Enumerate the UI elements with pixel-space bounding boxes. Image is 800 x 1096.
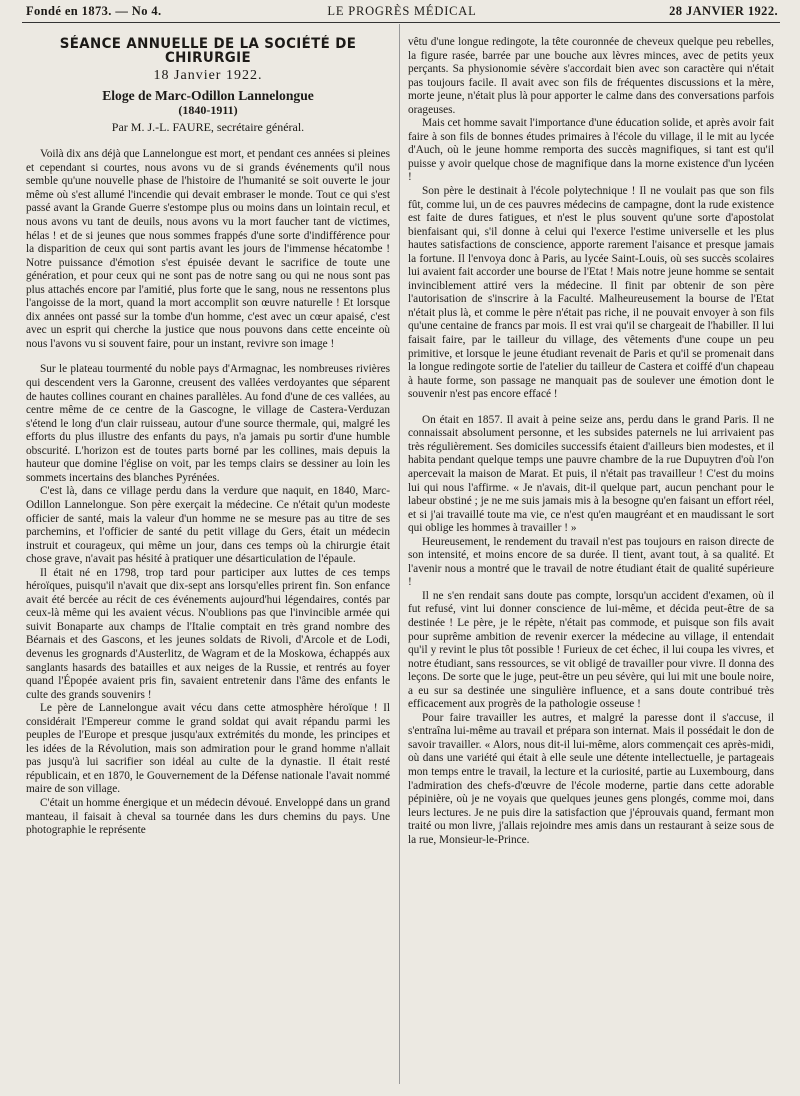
header-rule — [22, 22, 780, 23]
paragraph: On était en 1857. Il avait à peine seize ans, perdu dans le grand Paris. Il ne connaissait absolument personne, et les subsides paternels ne lui arrivaient pas très régulièrement. Ses domiciles successifs étaient d'ailleurs bien modestes, et il habita pendant quelque temps une pauvre chambre de la rue Dupuytren d'où l'on apercevait la maison de Marat. Et puis, il n'était pas travailleur ! C'est du moins lui qui nous l'affirme. « Je n'avais, dit-il quelque part, aucun penchant pour le labeur obstiné ; je ne me suis jamais mis à la besogne qu'en faisant un effort réel, et si j'ai travaillé toute ma vie, ce n'est qu'en maugréant et en maudissant le sort qui oblige les hommes à travailler ! » — [408, 413, 774, 535]
paragraph: vêtu d'une longue redingote, la tête couronnée de cheveux quelque peu rebelles, la figure rasée, barrée par une bouche aux lèvres minces, avec de petits yeux perçants. Sa physionomie sévère s'accordait bien avec son caractère qui n'était pas toujours facile. Il avait avec son fils de fréquentes discussions et la mère, morte jeune, n'était plus là pour apporter le calme dans des conversations parfois orageuses. — [408, 36, 774, 116]
paragraph: Il était né en 1798, trop tard pour participer aux luttes de ces temps héroïques, puisqu'il n'avait que dix-sept ans lorsqu'elles prirent fin. Son enfance avait été bercée au récit de ces événements aujourd'hui légendaires, contés par ceux-là même qui les avaient vécus. N'oublions pas que l'invincible armée qui suivit Bonaparte aux champs de l'Italie comptait en très grand nombre des Béarnais et des Gascons, et les jeunes soldats de Rivoli, d'Arcole et de Lodi, devenus les grognards d'Austerlitz, de Wagram et de la Moskowa, échappés aux sanglants hasards des batailles et aux neiges de la Russie, et rentrés au foyer quand l'Épopée avaient pris fin, savaient entretenir dans l'âme des enfants le culte des grands souvenirs ! — [26, 566, 390, 701]
paragraph: Mais cet homme savait l'importance d'une éducation solide, et après avoir fait faire à son fils de bonnes études primaires à l'école du village, il le mit au lycée d'Auch, où le jeune homme remporta des succès magnifiques, si tant est qu'il puisse y avoir quelque chose de magnifique dans la morne existence d'un lycéen ! — [408, 117, 774, 184]
session-date: 18 Janvier 1922. — [153, 68, 263, 84]
life-years: (1840-1911) — [178, 103, 238, 118]
byline: Par M. J.-L. FAURE, secrétaire général. — [111, 119, 305, 134]
paragraph: Le père de Lannelongue avait vécu dans cette atmosphère héroïque ! Il considérait l'Empereur comme le grand soldat qui avait répandu parmi les peuples de l'Europe et presque jusqu'aux extrémités du monde, les principes et les idées de la Révolution, mais son admiration pour le grand homme n'allait pas jusqu'à lui sacrifier son idéal au culte de la dynastie. Il était resté républicain, et en 1870, le Gouvernement de la Défense nationale l'avait nommé maire de son village. — [26, 702, 390, 796]
paragraph: C'était un homme énergique et un médecin dévoué. Enveloppé dans un grand manteau, il faisait à cheval sa tournée dans les durs chemins du pays. Une photographie le représente — [26, 796, 390, 837]
paragraph: Heureusement, le rendement du travail n'est pas toujours en raison directe de son intensité, et moins encore de sa durée. Il tient, avant tout, à sa qualité. Et l'avenir nous a montré que le travail de notre étudiant était de qualité supérieure ! — [408, 535, 774, 589]
article-title: SÉANCE ANNUELLE DE LA SOCIÉTÉ DE CHIRURGIE — [59, 36, 357, 66]
founding-info: Fondé en 1873. — No 4. — [26, 4, 162, 18]
column-divider — [399, 24, 400, 1084]
paragraph: Il ne s'en rendait sans doute pas compte, lorsqu'un accident d'examen, où il fut refusé, vint lui donner conscience de lui-même, et décida peut-être de sa destinée ! Le père, je le répète, n'était pas commode, et puisque son fils avait pour suprême ambition de revenir exercer la médecine au village, il entendait qu'il y revint le plus tôt possible ! Furieux de cet échec, il lui coupa les vivres, et notre étudiant, sans ressources, se vit obligé de travailler pour vivre. Il donna des leçons. De sorte que le juge, peut-être un peu sévère, qui lui mit une boule noire, a eu sur sa destinée une singulière influence, et a sans doute contribué très efficacement aux progrès de la pathologie osseuse ! — [408, 589, 774, 711]
issue-date: 28 JANVIER 1922. — [669, 4, 778, 18]
paragraph: C'est là, dans ce village perdu dans la verdure que naquit, en 1840, Marc-Odillon Lannelongue. Son père exerçait la médecine. Ce n'était qu'un modeste officier de santé, mais la valeur d'un homme ne se mesure pas au titre de ses parchemins, et l'officier de santé du petit village du Gers, était un médecin instruit et courageux, qui même un jour, dans ces temps où la chirurgie était chose grave, n'avait pas hésité à pratiquer une désarticulation de l'épaule. — [26, 485, 390, 566]
column-right — [408, 36, 774, 1096]
article-subtitle: Eloge de Marc-Odillon Lannelongue — [102, 87, 314, 103]
paragraph: Voilà dix ans déjà que Lannelongue est mort, et pendant ces années si pleines et cependant si courtes, nous avons vu de si grands événements qu'il nous semble qu'une nouvelle phase de l'histoire de l'humanité se soit ouverte le jour même où s'est allumé l'incendie qui devait embraser le monde. Tout ce qui s'est passé avant la Grande Guerre s'estompe plus ou moins dans un lointain recul, et nous avons vu tant de deuils, nous avons vu la mort faucher tant de victimes, hélas ! et de si jeunes que nous sommes frappés d'une sorte d'indifférence pour la disparition de ceux qui sont partis avant les jours de l'immense hécatombe ! Notre puissance d'émotion s'est épuisée devant le sacrifice de toute une génération, et pour ceux qui ne sont pas de notre sang ou qui ne nous sont pas plus attachés encore par l'amitié, plus forte que le sang, nous ne ressentons plus l'angoisse de la mort, quand la mort accomplit son œuvre naturelle ! Et lorsque dix années ont passé sur la tombe d'un homme, c'est avec un cœur apaisé, c'est avec un esprit qui cherche la justice que nous pouvons dans cette enceinte où nous l'avons vu si souvent faire, pour un instant, revivre son image ! — [26, 148, 390, 350]
paragraph: Sur le plateau tourmenté du noble pays d'Armagnac, les nombreuses rivières qui descendent vers la Garonne, creusent des vallées verdoyantes que séparent de hautes collines courant en chaines parallèles. Au fond d'une de ces vallées, au centre même de ce centre de la Gascogne, le village de Castera-Verduzan s'étend le long d'un clair ruisseau, autour d'une source thermale, qui, malgré les efforts du plus illustre des enfants du pays, n'a jamais pu sortir d'une humble obscurité. L'horizon est de toutes parts borné par les collines, mais depuis la hauteur que domine l'église on voit, par les temps clairs se dessiner au loin les sommets incertains des blanches Pyrénées. — [26, 363, 390, 484]
running-header — [26, 4, 778, 20]
paragraph: Son père le destinait à l'école polytechnique ! Il ne voulait pas que son fils fût, comme lui, un de ces pauvres médecins de campagne, dont la rude existence est faite de dures fatigues, et n'est le plus souvent qu'une sorte d'apostolat bienfaisant qui, s'il donne à celui qui l'exerce l'estime universelle et les plus hautes satisfactions de conscience, apporte rarement l'aisance et presque jamais la fortune. Il l'envoya donc à Paris, au lycée Saint-Louis, où ses succès scolaires lui avaient fait accorder une bourse de l'Etat ! Mais notre jeune homme se sentait invinciblement attiré vers la médecine. Il finit par obtenir de son père l'autorisation de s'inscrire à la Faculté. Malheureusement la bourse de l'Etat n'était plus là, et comme le père n'était pas riche, il ne pouvait envoyer à son fils qu'une centaine de francs par mois. Il est vrai qu'il se chargeait de l'habiller. Il lui faisait faire, par le tailleur du village, des vêtements d'une coupe un peu primitive, et lorsque le jeune étudiant revenait de Paris et qu'il se promenait dans la longue redingote sortie de l'atelier du tailleur de Castera et coiffé d'un chapeau à haute forme, son passage ne manquait pas de soulever une émotion dont le souvenir n'est pas encore effacé ! — [408, 185, 774, 401]
journal-title: LE PROGRÈS MÉDICAL — [327, 4, 477, 18]
paragraph: Pour faire travailler les autres, et malgré la paresse dont il s'accuse, il s'entraîna lui-même au travail et prépara son internat. Mais il possédait le don de savoir travailler. « Alors, nous dit-il lui-même, alors commençait ces après-midi, où dans une variété qui était à elle seule une détente intellectuelle, je partageais mon temps entre le travail, la lecture et la curiosité, partie au Luxembourg, dans l'admiration des chefs-d'œuvre de l'école moderne, partie dans cette adorable pépinière, où je ne voyais que quelques jeunes gens plongés, comme moi, dans leurs lectures. Je ne puis dire la satisfaction que j'éprouvais quand, fermant mon traité ou mon livre, j'allais rejoindre mes amis dans un restaurant à seize sous de la rue, Monsieur-le-Prince. — [408, 711, 774, 846]
column-left — [26, 30, 390, 1090]
